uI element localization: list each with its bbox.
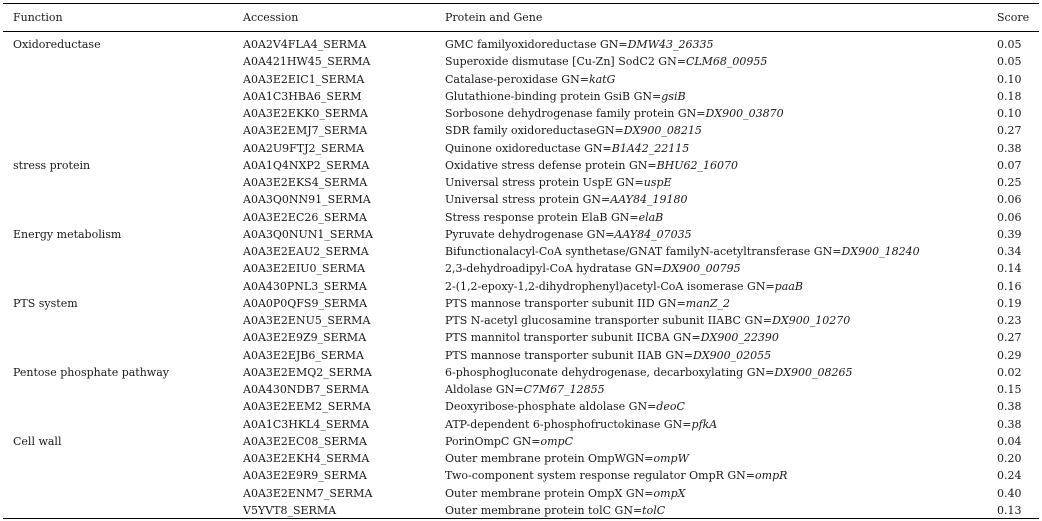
protein-name: 6-phosphogluconate dehydrogenase, decarboxylating GN= xyxy=(445,365,775,379)
function-group-label: PTS system xyxy=(13,296,78,310)
accession-cell: A0A3E2EMQ2_SERMA xyxy=(243,365,372,379)
accession-cell: A0A2V4FLA4_SERMA xyxy=(243,38,367,51)
score-cell: 0.05 xyxy=(997,55,1022,69)
protein-gene-cell xyxy=(445,295,730,312)
accession-cell: A0A3E2EEM2_SERMA xyxy=(243,400,371,414)
gene-name: paaB xyxy=(774,279,803,293)
protein-name: Superoxide dismutase [Cu-Zn] SodC2 GN= xyxy=(445,55,686,69)
protein-name: Glutathione-binding protein GsiB GN= xyxy=(445,89,662,103)
score-cell: 0.27 xyxy=(997,331,1022,345)
protein-name: Two-component system response regulator OmpR GN= xyxy=(445,469,756,483)
score-cell: 0.05 xyxy=(997,38,1022,51)
protein-gene-cell xyxy=(445,140,689,157)
accession-cell: A0A3E2EKS4_SERMA xyxy=(243,176,368,189)
accession-cell: A0A3E2E9R9_SERMA xyxy=(243,469,367,483)
protein-gene-cell xyxy=(445,36,714,53)
protein-gene-cell xyxy=(445,174,672,191)
header-protein-gene: Protein and Gene xyxy=(445,11,543,24)
accession-cell: A0A3E2EIC1_SERMA xyxy=(243,72,365,86)
protein-name: Aldolase GN= xyxy=(445,383,524,396)
accession-cell: A0A1C3HKL4_SERMA xyxy=(243,417,369,431)
protein-gene-cell xyxy=(445,226,692,243)
protein-gene-cell xyxy=(445,243,920,260)
gene-name: AAY84_19180 xyxy=(610,193,688,207)
score-cell: 0.15 xyxy=(997,383,1022,396)
score-cell: 0.14 xyxy=(997,262,1022,276)
score-cell: 0.06 xyxy=(997,193,1022,207)
protein-name: Stress response protein ElaB GN= xyxy=(445,210,639,224)
protein-name: 2-(1,2-epoxy-1,2-dihydrophenyl)acetyl-CoA isomerase GN= xyxy=(445,279,775,293)
gene-name: ompX xyxy=(653,486,686,500)
gene-name: DX900_08265 xyxy=(774,365,853,379)
score-cell: 0.20 xyxy=(997,452,1022,465)
protein-name: GMC familyoxidoreductase GN= xyxy=(445,38,628,51)
accession-cell: A0A3E2EC08_SERMA xyxy=(243,434,367,448)
accession-cell: A0A3Q0NN91_SERMA xyxy=(243,193,371,207)
gene-name: DX900_18240 xyxy=(841,245,920,258)
protein-gene-cell xyxy=(445,278,803,295)
score-cell: 0.25 xyxy=(997,176,1022,189)
accession-cell: A0A3E2EAU2_SERMA xyxy=(243,245,369,258)
protein-gene-cell xyxy=(445,88,686,105)
table-top-rule xyxy=(3,3,1039,4)
protein-name: Outer membrane protein tolC GN= xyxy=(445,503,643,517)
function-group-label: Energy metabolism xyxy=(13,227,122,241)
protein-gene-cell xyxy=(445,105,784,122)
accession-cell: A0A3E2ENU5_SERMA xyxy=(243,314,371,327)
accession-cell: A0A3E2EKH4_SERMA xyxy=(243,452,370,465)
function-group-label: stress protein xyxy=(13,158,91,172)
protein-name: Pyruvate dehydrogenase GN= xyxy=(445,227,615,241)
protein-name: PTS mannitol transporter subunit IICBA GN= xyxy=(445,331,701,345)
header-score: Score xyxy=(997,11,1030,24)
score-cell: 0.19 xyxy=(997,296,1022,310)
gene-name: deoC xyxy=(656,400,685,414)
score-cell: 0.27 xyxy=(997,124,1022,138)
protein-name: Universal stress protein GN= xyxy=(445,193,611,207)
score-cell: 0.24 xyxy=(997,469,1022,483)
gene-name: DX900_10270 xyxy=(772,314,851,327)
protein-name: ATP-dependent 6-phosphofructokinase GN= xyxy=(445,417,692,431)
gene-name: AAY84_07035 xyxy=(614,227,692,241)
protein-gene-cell xyxy=(445,381,605,398)
protein-name: Oxidative stress defense protein GN= xyxy=(445,158,657,172)
gene-name: elaB xyxy=(638,210,664,224)
protein-gene-cell xyxy=(445,502,665,519)
protein-name: SDR family oxidoreductaseGN= xyxy=(445,124,624,138)
gene-name: uspE xyxy=(643,176,672,189)
gene-name: gsiB xyxy=(661,89,686,103)
table-bottom-rule xyxy=(3,518,1039,519)
protein-name: PTS mannose transporter subunit IID GN= xyxy=(445,296,686,310)
protein-gene-cell xyxy=(445,209,663,226)
function-group-label: Oxidoreductase xyxy=(13,38,101,51)
protein-gene-cell xyxy=(445,329,779,346)
gene-name: DX900_03870 xyxy=(705,107,784,120)
accession-cell: A0A3E2E9Z9_SERMA xyxy=(243,331,367,345)
gene-name: manZ_2 xyxy=(685,296,731,310)
protein-gene-cell xyxy=(445,467,787,484)
function-group-label: Pentose phosphate pathway xyxy=(13,365,169,379)
header-accession: Accession xyxy=(243,11,299,24)
score-cell: 0.38 xyxy=(997,400,1022,414)
accession-cell: A0A3E2ENM7_SERMA xyxy=(243,486,373,500)
protein-gene-cell xyxy=(445,122,702,139)
protein-name: 2,3-dehydroadipyl-CoA hydratase GN= xyxy=(445,262,663,276)
score-cell: 0.07 xyxy=(997,158,1022,172)
score-cell: 0.29 xyxy=(997,348,1022,362)
protein-name: PTS mannose transporter subunit IIAB GN= xyxy=(445,348,693,362)
accession-cell: A0A421HW45_SERMA xyxy=(243,55,371,69)
score-cell: 0.04 xyxy=(997,434,1022,448)
protein-gene-cell xyxy=(445,312,850,329)
protein-gene-cell xyxy=(445,260,741,277)
score-cell: 0.23 xyxy=(997,314,1022,327)
score-cell: 0.10 xyxy=(997,72,1022,86)
protein-name: PTS N-acetyl glucosamine transporter subunit IIABC GN= xyxy=(445,314,773,327)
protein-gene-cell xyxy=(445,364,853,381)
score-cell: 0.38 xyxy=(997,417,1022,431)
score-cell: 0.13 xyxy=(997,503,1022,517)
accession-cell: A0A3E2EJB6_SERMA xyxy=(243,348,364,362)
score-cell: 0.40 xyxy=(997,486,1022,500)
accession-cell: A0A430NDB7_SERMA xyxy=(243,383,369,396)
gene-name: DX900_02055 xyxy=(693,348,772,362)
score-cell: 0.39 xyxy=(997,227,1022,241)
gene-name: ompC xyxy=(540,434,573,448)
accession-cell: A0A2U9FTJ2_SERMA xyxy=(243,141,365,155)
accession-cell: A0A1C3HBA6_SERM xyxy=(243,89,362,103)
header-rule xyxy=(3,31,1039,32)
protein-gene-cell xyxy=(445,347,771,364)
protein-gene-cell xyxy=(445,157,738,174)
protein-gene-cell xyxy=(445,433,573,450)
protein-gene-cell xyxy=(445,398,685,415)
accession-cell: A0A1Q4NXP2_SERMA xyxy=(243,158,370,172)
accession-cell: A0A3Q0NUN1_SERMA xyxy=(243,227,373,241)
gene-name: DMW43_26335 xyxy=(627,38,714,51)
score-cell: 0.18 xyxy=(997,89,1022,103)
gene-name: pfkA xyxy=(691,417,718,431)
protein-name: Deoxyribose-phosphate aldolase GN= xyxy=(445,400,657,414)
protein-gene-cell xyxy=(445,53,767,70)
gene-name: ompW xyxy=(653,452,689,465)
protein-gene-cell xyxy=(445,450,689,467)
score-cell: 0.34 xyxy=(997,245,1022,258)
score-cell: 0.16 xyxy=(997,279,1022,293)
protein-name: Catalase-peroxidase GN= xyxy=(445,72,589,86)
score-cell: 0.06 xyxy=(997,210,1022,224)
gene-name: BHU62_16070 xyxy=(656,158,739,172)
protein-name: Outer membrane protein OmpX GN= xyxy=(445,486,654,500)
protein-gene-cell xyxy=(445,71,615,88)
gene-name: B1A42_22115 xyxy=(611,141,690,155)
score-cell: 0.38 xyxy=(997,141,1022,155)
protein-name: Quinone oxidoreductase GN= xyxy=(445,141,612,155)
protein-name: Sorbosone dehydrogenase family protein GN= xyxy=(445,107,706,120)
accession-cell: V5YVT8_SERMA xyxy=(243,503,337,517)
protein-gene-cell xyxy=(445,485,685,502)
function-group-label: Cell wall xyxy=(13,434,62,448)
protein-name: PorinOmpC GN= xyxy=(445,434,541,448)
gene-name: DX900_08215 xyxy=(623,124,702,138)
protein-name: Outer membrane protein OmpWGN= xyxy=(445,452,654,465)
accession-cell: A0A3E2EKK0_SERMA xyxy=(243,107,368,120)
gene-name: DX900_22390 xyxy=(700,331,779,345)
gene-name: C7M67_12855 xyxy=(523,383,605,396)
gene-name: ompR xyxy=(755,469,788,483)
header-function: Function xyxy=(13,11,63,24)
gene-name: CLM68_00955 xyxy=(685,55,768,69)
accession-cell: A0A3E2EMJ7_SERMA xyxy=(243,124,368,138)
protein-name: Universal stress protein UspE GN= xyxy=(445,176,644,189)
protein-name: Bifunctionalacyl-CoA synthetase/GNAT familyN-acetyltransferase GN= xyxy=(445,245,842,258)
score-cell: 0.02 xyxy=(997,365,1022,379)
accession-cell: A0A0P0QFS9_SERMA xyxy=(243,296,368,310)
score-cell: 0.10 xyxy=(997,107,1022,120)
protein-gene-cell xyxy=(445,416,717,433)
gene-name: DX900_00795 xyxy=(662,262,741,276)
gene-name: tolC xyxy=(642,503,666,517)
protein-gene-cell xyxy=(445,191,687,208)
accession-cell: A0A3E2EC26_SERMA xyxy=(243,210,367,224)
accession-cell: A0A430PNL3_SERMA xyxy=(243,279,367,293)
gene-name: katG xyxy=(588,72,616,86)
accession-cell: A0A3E2EIU0_SERMA xyxy=(243,262,366,276)
